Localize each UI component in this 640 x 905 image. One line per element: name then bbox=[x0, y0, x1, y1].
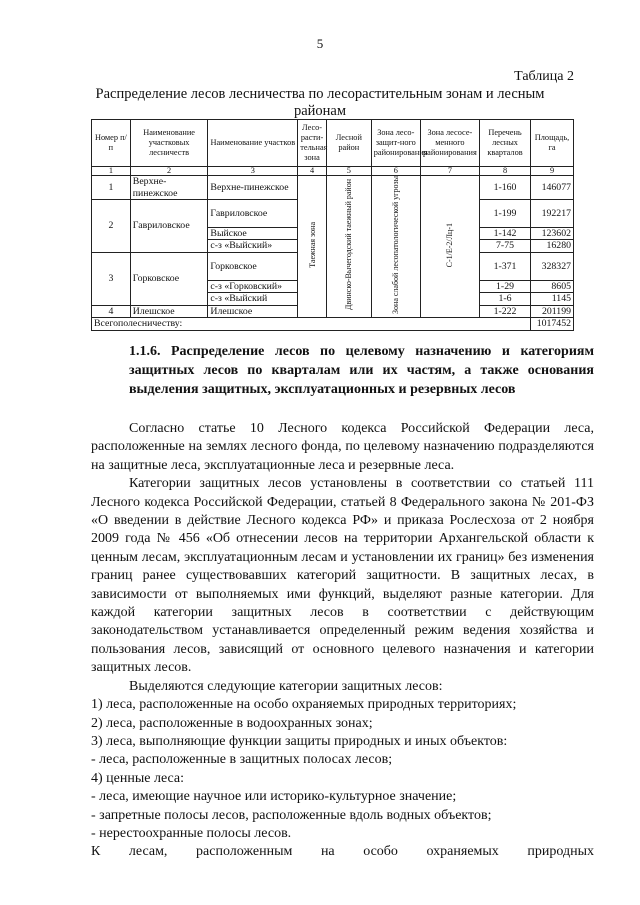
quarters: 1-222 bbox=[480, 305, 531, 318]
quarters: 1-199 bbox=[480, 200, 531, 228]
table-label: Таблица 2 bbox=[514, 69, 574, 84]
area: 328327 bbox=[531, 252, 574, 280]
quarters: 1-142 bbox=[480, 227, 531, 240]
column-number: 1 bbox=[92, 167, 131, 176]
total-label: Всегополесничеству: bbox=[92, 318, 531, 331]
area: 146077 bbox=[531, 176, 574, 200]
column-number: 9 bbox=[531, 167, 574, 176]
row-number: 1 bbox=[92, 176, 131, 200]
list-item: 2) леса, расположенные в водоохранных зонах; bbox=[91, 715, 373, 731]
header-cell: Наименование участков bbox=[208, 120, 298, 167]
forest-distribution-table bbox=[91, 119, 574, 331]
quarters: 1-371 bbox=[480, 252, 531, 280]
section-heading bbox=[91, 342, 594, 399]
section-heading-text: 1.1.6. Распределение лесов по целевому назначению и категориям защитных лесов по кварталам или их частям, а также основания выделения защитных, эксплуатационных и резервных лесов bbox=[129, 344, 594, 397]
paragraph: Согласно статье 10 Лесного кодекса Российской Федерации леса, расположенные на землях лесного фонда, по целевому назначению подразделяются на защитные леса, эксплуатационные леса и резервные леса. bbox=[91, 421, 594, 473]
quarters: 1-29 bbox=[480, 280, 531, 293]
header-cell: Лесо-расти-тельная зона bbox=[298, 120, 327, 167]
table-row bbox=[92, 176, 574, 200]
row-number: 3 bbox=[92, 252, 131, 305]
column-number: 2 bbox=[130, 167, 208, 176]
body-text bbox=[91, 420, 594, 862]
zone-cell bbox=[298, 176, 327, 318]
quarters: 7-75 bbox=[480, 240, 531, 253]
seed-zone-cell bbox=[420, 176, 479, 318]
area: 123602 bbox=[531, 227, 574, 240]
section-name: Гавриловское bbox=[208, 200, 298, 228]
list-item: 3) леса, выполняющие функции защиты природных и иных объектов: bbox=[91, 733, 508, 749]
header-cell: Зона лесо-защит-ного районирования bbox=[371, 120, 420, 167]
list-item: - леса, расположенные в защитных полосах лесов; bbox=[91, 752, 393, 768]
area: 192217 bbox=[531, 200, 574, 228]
forestry-name: Гавриловское bbox=[130, 200, 208, 253]
protection-zone-text: Зона слабой лесопатологической угрозы bbox=[391, 176, 401, 314]
area: 16280 bbox=[531, 240, 574, 253]
column-number: 7 bbox=[420, 167, 479, 176]
row-number: 4 bbox=[92, 305, 131, 318]
total-value: 1017452 bbox=[531, 318, 574, 331]
page-number: 5 bbox=[316, 36, 324, 51]
forestry-name: Верхне-пинежское bbox=[130, 176, 208, 200]
list-item: - нерестоохранные полосы лесов. bbox=[91, 825, 292, 841]
forestry-name: Илешское bbox=[130, 305, 208, 318]
list-item: - леса, имеющие научное или историко-культурное значение; bbox=[91, 789, 457, 805]
paragraph-continued: К лесам, расположенным на особо охраняемых природных bbox=[91, 844, 594, 860]
column-number-row bbox=[92, 167, 574, 176]
header-row bbox=[92, 120, 574, 167]
header-cell: Номер п/п bbox=[92, 120, 131, 167]
header-cell: Лесной район bbox=[326, 120, 371, 167]
paragraph: Выделяются следующие категории защитных лесов: bbox=[129, 678, 443, 694]
section-name: Горковское bbox=[208, 252, 298, 280]
column-number: 8 bbox=[480, 167, 531, 176]
column-number: 6 bbox=[371, 167, 420, 176]
list-item: - запретные полосы лесов, расположенные вдоль водных объектов; bbox=[91, 807, 492, 823]
protection-zone-cell bbox=[371, 176, 420, 318]
section-name: с-з «Выйский» bbox=[208, 240, 298, 253]
section-name: Верхне-пинежское bbox=[208, 176, 298, 200]
header-cell: Перечень лесных кварталов bbox=[480, 120, 531, 167]
column-number: 4 bbox=[298, 167, 327, 176]
header-cell: Площадь, га bbox=[531, 120, 574, 167]
section-name: с-з «Выйский bbox=[208, 293, 298, 306]
header-cell: Зона лесосе-менного районирования bbox=[420, 120, 479, 167]
district-cell bbox=[326, 176, 371, 318]
total-row bbox=[92, 318, 574, 331]
list-item: 1) леса, расположенные на особо охраняемых природных территориях; bbox=[91, 697, 517, 713]
column-number: 5 bbox=[326, 167, 371, 176]
header-cell: Наименование участковых лесничеств bbox=[130, 120, 208, 167]
table-title: Распределение лесов лесничества по лесорастительным зонам и лесным районам bbox=[95, 86, 545, 119]
seed-zone-text: С-1/Е-2/Лц-1 bbox=[445, 222, 455, 268]
zone-text: Таежная зона bbox=[307, 222, 317, 268]
forestry-name: Горковское bbox=[130, 252, 208, 305]
area: 1145 bbox=[531, 293, 574, 306]
list-item: 4) ценные леса: bbox=[91, 770, 185, 786]
area: 201199 bbox=[531, 305, 574, 318]
section-name: Илешское bbox=[208, 305, 298, 318]
paragraph: Категории защитных лесов установлены в соответствии со статьей 111 Лесного кодекса Российской Федерации, статьей 8 Федерального закона № 201-ФЗ «О введении в действие Лесного кодекса РФ» и приказа Рослесхоза от 2 ноября 2009 года № 456 «Об отнесении лесов на территории Архангельской области к ценным лесам, эксплуатационным лесам и установлении их границ» без изменения границ ранее существовавших категорий защитности. В защитных лесах, в зависимости от выполняемых ими функций, выделяют разные категории. Для каждой категории защитных лесов в соответствии с действующим законодательством устанавливается определенный режим ведения хозяйства и пользования лесов, зависящий от основного целевого назначения и категории защитных лесов. bbox=[91, 476, 594, 676]
quarters: 1-160 bbox=[480, 176, 531, 200]
area: 8605 bbox=[531, 280, 574, 293]
row-number: 2 bbox=[92, 200, 131, 253]
district-text: Двинско-Вычегодский таежный район bbox=[344, 179, 354, 311]
column-number: 3 bbox=[208, 167, 298, 176]
section-name: с-з «Горковский» bbox=[208, 280, 298, 293]
section-name: Выйское bbox=[208, 227, 298, 240]
quarters: 1-6 bbox=[480, 293, 531, 306]
